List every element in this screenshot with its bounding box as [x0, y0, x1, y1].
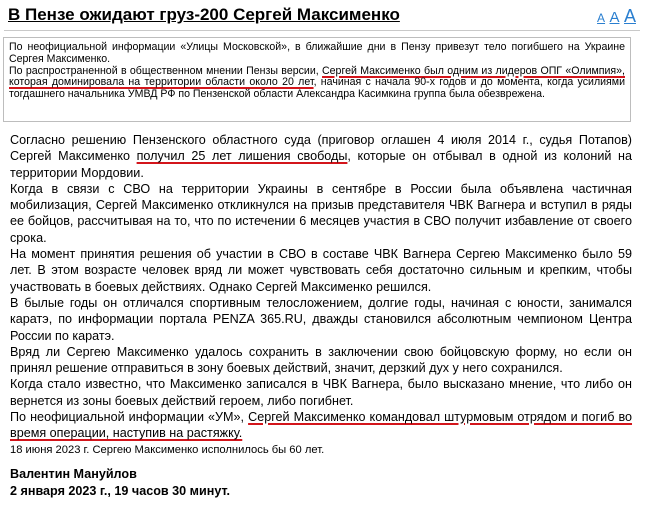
article-paragraph-5: Вряд ли Сергею Максименко удалось сохранить в заключении свою бойцовскую форму, но если он принял решение отправиться в зону боевых действий, значит, дерзкий дух у него сохранился.: [10, 344, 632, 376]
author-name: Валентин Мануйлов: [10, 467, 137, 481]
intro-box: [3, 37, 631, 122]
publication-date: 2 января 2023 г., 19 часов 30 минут.: [10, 483, 231, 498]
intro-paragraph-1: По неофициальной информации «Улицы Московской», в ближайшие дни в Пензу привезут тело погибшего на Украине Сергея Максименко.: [9, 41, 625, 65]
page-title[interactable]: В Пензе ожидают груз-200 Сергей Максименко: [8, 5, 400, 24]
intro-text: По распространенной в общественном мнении Пензы версии,: [9, 64, 323, 77]
title-bar: [4, 3, 640, 31]
font-size-large-link[interactable]: А: [623, 6, 636, 26]
article-body: [10, 132, 632, 458]
font-size-small-link[interactable]: А: [597, 11, 606, 25]
article-highlight-death: Сергей Максименко командовал штурмовым отрядом и погиб во время операции, наступив на растяжку.: [10, 410, 633, 441]
intro-text: , начиная с начала 90-х годов и до момента, когда усилиями тогдашнего начальника УМВД РФ по Пензенской области Александра Касимкина группа была обезврежена.: [9, 76, 625, 101]
article-paragraph-8: 18 июня 2023 г. Сергею Максименко исполнилось бы 60 лет.: [10, 443, 325, 456]
article-paragraph-1: [10, 132, 632, 181]
intro-paragraph-2: [9, 66, 625, 101]
article-paragraph-4: В былые годы он отличался спортивным телосложением, долгие годы, начиная с юности, занимался каратэ, по информации портала PENZA 365.RU, дважды становился абсолютным чемпионом Центра России по каратэ.: [10, 295, 632, 343]
article-text: Согласно решению Пензенского областного суда (приговор оглашен 4 июля 2014 г., судья Потапов) Сергей Максименко: [10, 133, 632, 164]
intro-highlight: Сергей Максименко был одним из лидеров ОПГ «Олимпия», которая доминировала на территории области около 20 лет: [9, 64, 625, 89]
article-paragraph-7: [10, 409, 632, 442]
article-paragraph-2: Когда в связи с СВО на территории Украины в сентябре в России была объявлена частичная мобилизация, Сергей Максименко откликнулся на призыв представителя ЧВК Вагнера и вступил в ряды ее бойцов, рассчитывая на то, что по истечении 6 месяцев участия в СВО получит избавление от своего срока.: [10, 181, 632, 245]
article-paragraph-6: Когда стало известно, что Максименко записался в ЧВК Вагнера, было высказано мнение, что либо он вернется из зоны боевых действий героем, либо погибнет.: [10, 377, 632, 408]
article-highlight-sentence: получил 25 лет лишения свободы: [136, 149, 348, 164]
article-text: , которые он отбывал в одной из колоний на территории Мордовии.: [10, 149, 632, 180]
article-text: По неофициальной информации «УМ»,: [10, 410, 249, 425]
article-paragraph-3: На момент принятия решения об участии в СВО в составе ЧВК Вагнера Сергею Максименко было 59 лет. В этом возрасте человек вряд ли может чувствовать себя достаточно сильным и крепким, чтобы участвовать в боевых действиях. Однако Сергей Максименко решился.: [10, 247, 632, 294]
font-size-controls: [597, 6, 636, 27]
signature: [10, 466, 610, 499]
font-size-medium-link[interactable]: А: [609, 9, 620, 26]
